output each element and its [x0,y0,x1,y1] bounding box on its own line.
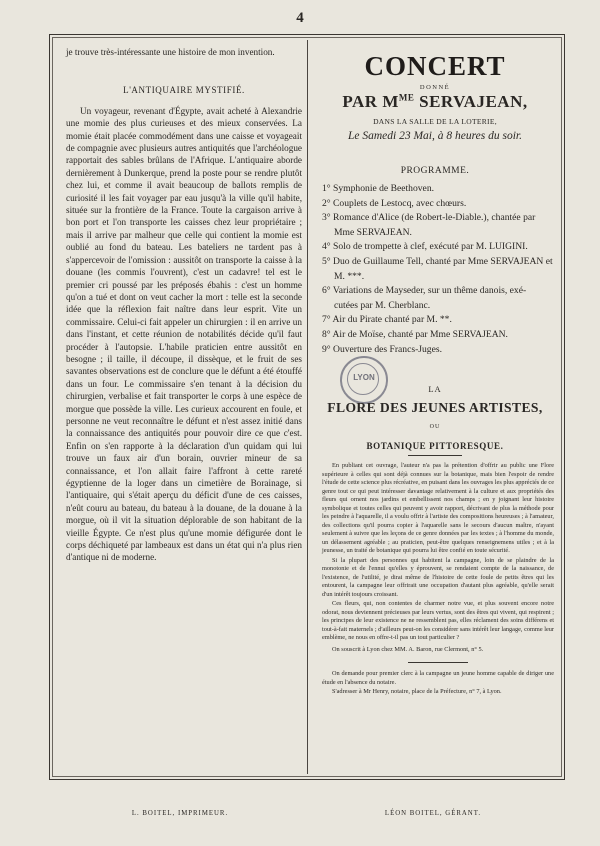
programme-item: M. ***. [334,270,365,282]
divider [408,455,462,456]
notice-address: S'adresser à Mr Henry, notaire, place de la Préfecture, n° 7, à Lyon. [332,688,502,695]
footer-printer: L. BOITEL, IMPRIMEUR. [131,810,229,817]
programme-item: 1° Symphonie de Beethoven. [322,183,435,194]
programme-item: Mme SERVAJEAN. [334,226,412,238]
column-divider [307,40,308,774]
performer-sup: ME [398,92,415,103]
footer-manager: LÉON BOITEL, GÉRANT. [384,810,482,817]
subscription-note: On souscrit à Lyon chez MM. A. Baron, rue Clermont, n° 5. [332,645,484,653]
stamp-text: LYON [353,373,375,382]
continuation-text: je trouve très-intéressante une histoire de mon invention. [66,47,275,57]
programme-item: 7° Air du Pirate chanté par M. **. [322,314,452,326]
flore-subtitle: BOTANIQUE PITTORESQUE. [366,441,504,451]
notice-text: On demande pour premier clerc à la campagne un jeune homme capable de diriger une étude en l'absence du notaire. [322,670,554,686]
left-column [66,46,302,564]
programme-item: 8° Air de Moïse, chanté par Mme SERVAJEAN. [322,328,508,340]
concert-announcement [312,52,558,357]
programme-item: 3° Romance d'Alice (de Robert-le-Diable.), chantée par [322,212,536,224]
programme-item: 9° Ouverture des Francs-Juges. [322,343,442,355]
flore-paragraph: En publiant cet ouvrage, l'auteur n'a pas la prétention d'offrir au public une Flore supérieure à celles qui sont déjà connues sur la botanique, mais bien l'espoir de rendre l'étude de cette science plus récréative, en puisant dans les ouvrages les plus appréciés de ce genre tout ce qui peut intéresser davantage relativement à la culture et aux propriétés des fleurs qui ornent nos jardins et embellissent nos champs ; en y joignant leur histoire symbolique et toutes celles qui peuvent y avoir rapport, décrivant de plus la méthode pour les peindre à l'aquarelle, il a voulu offrir à l'artiste des compositions heureuses ; à l'amateur, des collections qu'il pourra copier à l'aquarelle sans le secours d'aucun maître, n'ayant seulement à suivre que les leçons de ce genre données par les textes ; à l'homme du monde, un délassement agréable ; au praticien, peut-être quelques renseignemens utiles ; et à la jeunesse, un traité de botanique qui pourra lui être confié en toute sécurité. [322,462,554,554]
flore-title: FLORE DES JEUNES ARTISTES, [327,400,543,415]
divider [408,662,468,663]
programme-item: 5° Duo de Guillaume Tell, chanté par Mme SERVAJEAN et [322,255,553,267]
performer-name: SERVAJEAN, [414,92,528,111]
flore-text [322,462,554,698]
programme-list [312,182,558,357]
flore-paragraph: Ces fleurs, qui, non contentes de charmer notre vue, et plus souvent encore notre odorat, nous deviennent précieuses par leurs vertus, sont des êtres qui vivent, qui respirent ; les principes de leur existence ne ne ressemblent pas, elles réclament des soins différens et tout-à-fait maternels ; d'ailleurs peut-on les considérer sans intérêt leur langage, comme leur emblème, ne nous en offre-t-il pas un tout particulier ? [322,600,554,641]
page-number: 4 [296,10,304,26]
concert-venue: DANS LA SALLE DE LA LOTERIE, [373,117,497,126]
section-title: L'ANTIQUAIRE MYSTIFIÉ. [123,85,245,96]
story-text: Un voyageur, revenant d'Égypte, avait acheté à Alexandrie une momie des plus curieuses et des mieux conservées. La momie était placée commodément dans une caisse et voyageait de compagnie avec plusieurs autres antiquités que l'archéologue rapportait des sables brûlans de l'Afrique. L'antiquaire aborde dernièrement à Dunkerque, prend la poste pour se rendre plutôt chez lui, et comme il avait beaucoup de ballots remplis de curiosité il les fait voyager par eau jusqu'à la ville qu'il habite, située sur la frontière de la France. Toute la cargaison arrive à bon port et l'on transporte les caisses chez leur propriétaire ; mais il arrive par malheur que celle qui contient la momie est oublié au fond du bateau. Les bateliers ne tardent pas à s'appercevoir de l'omission : aussitôt on transporte la caisse à la douane (les commis l'ouvrent), c'est un cadavre! tel est le premier cri poussé par les préposés ébahis : c'est un homme qu'on a tué et dont on veut cacher la mort : telle est la seconde idée que la réflexion fait naître dans leur esprit. Vite un commissaire. Celui-ci fait appeler un chirurgien : il en arrive un dans l'instant, et cette réunion de notabilités décide qu'il faut procéder à l'autopsie. L'habile praticien entre aussitôt en besogne ; il taille, il découpe, il dissèque, et le fruit de ses savantes observations est de conclure que le défunt a été étouffé dans un four. Le commissaire s'en tenant à la décision du chirurgien, verbalise et fait transporter le corps à une espèce de morgue que possède la ville. Les curieux accourent en foule, et personne ne veut reconnaître le défunt et n'est assez initié dans la connaissance des antiquités pour pouvoir dire ce que c'est. Enfin on s'en rapporte à la déclaration d'un quidam qui lui trouve un faux air d'un borain, ouvrier mineur de sa connaissance, et l'on allait faire l'affront à cette rareté égyptienne de la loger dans un cimetière de Borainage, si l'antiquaire, qui s'était aperçu du déficit d'une de ces caisses, n'eût couru au bateau, du bateau à la douane, de la douane à la morgue, où il vit la situation déplorable de son habitant de la vieille Égypte. Ce n'est plus qu'une momie défigurée dont le corps déchiqueté par lambeaux est dans un état qui n'a plus rien d'antique ni de moderne. [66,105,302,563]
programme-item: 4° Solo de trompette à clef, exécuté par M. LUIGINI. [322,241,528,253]
flore-paragraph: Si la plupart des personnes qui habitent la campagne, loin de se plaindre de la monotonie et de l'ennui qu'elles y éprouvent, se rendaient compte de la naissance, de l'existence, de l'utilité, je dirai même de l'histoire de cette foule de petits êtres qui les entourent, la campagne leur offrirait une occupation d'autant plus agréable, qu'elle serait d'un intérêt toujours croissant. [322,556,554,598]
programme-item: 2° Couplets de Lestocq, avec chœurs. [322,197,467,209]
flore-ou: OU [429,424,441,430]
programme-title: PROGRAMME. [400,166,470,176]
performer-prefix: PAR M [342,92,399,111]
programme-item: cutées par M. Cherblanc. [334,299,431,311]
flore-la: LA [428,384,442,394]
concert-date: Le Samedi 23 Mai, à 8 heures du soir. [348,130,522,142]
concert-performer [312,92,558,112]
programme-item: 6° Variations de Mayseder, sur un thême danois, exé- [322,285,527,297]
concert-donne: DONNÉ [419,84,451,91]
concert-title: CONCERT [364,51,506,81]
library-stamp-icon [340,356,388,404]
